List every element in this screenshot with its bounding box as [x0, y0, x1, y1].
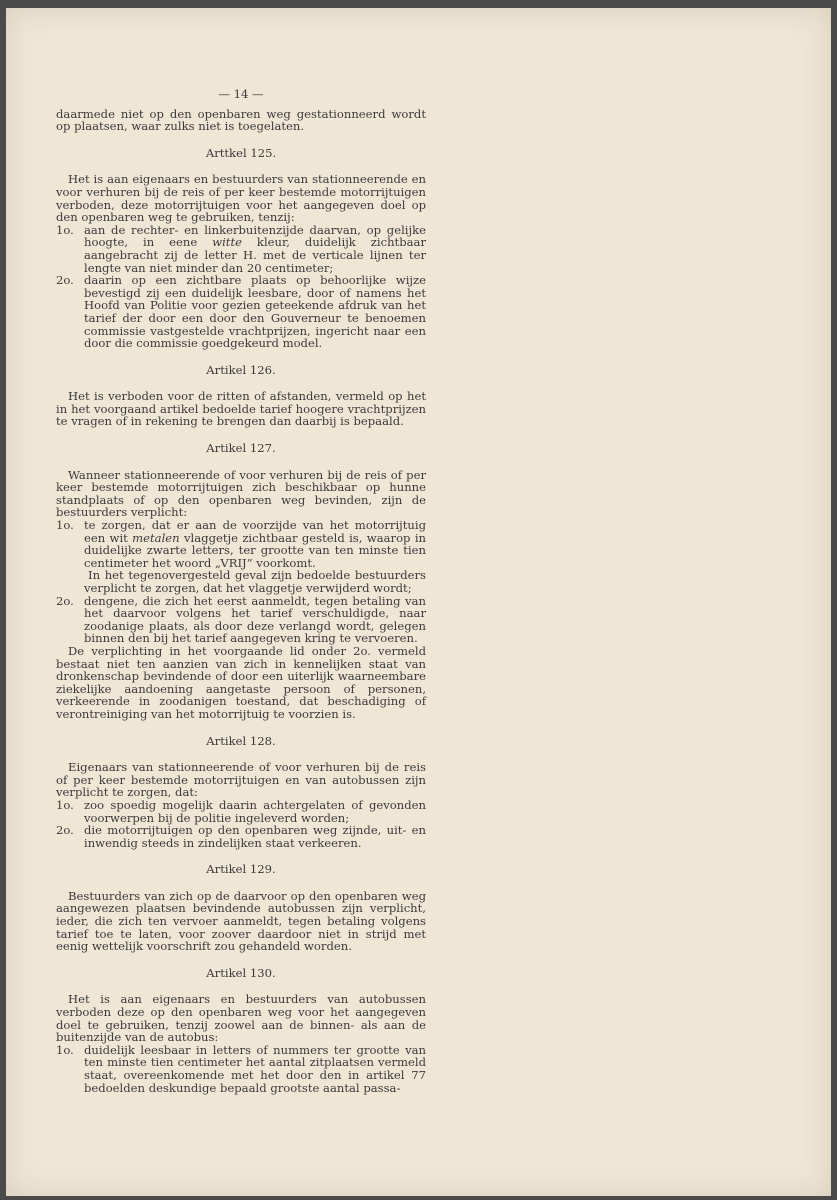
article-128-heading: Artikel 128. — [206, 733, 276, 748]
item-text: die motorrijtuigen op den openbaren weg zijnde, uit- en inwendig steeds in zindelijken staat verkeeren. — [84, 823, 426, 850]
item-text: dengene, die zich het eerst aanmeldt, tegen betaling van het daarvoor volgens het tarief verschuldigde, naar zoodanige plaats, als door deze verlangd wordt, gelegen binnen den bij het tarief aangegeven kring te vervoeren. — [84, 593, 426, 646]
article-129-heading: Artikel 129. — [206, 862, 276, 877]
article-128-paragraph: Eigenaars van stationneerende of voor verhuren bij de reis of per keer bestemde motorrijtuigen en van autobussen zijn verplicht te zorgen, dat: — [56, 760, 426, 800]
emphasis-text: witte — [212, 235, 242, 250]
article-130-paragraph: Het is aan eigenaars en bestuurders van autobussen verboden deze op den openbaren weg voor het aangegeven doel te gebruiken, tenzij zoowel aan de binnen- als aan de buitenzijde van de autobus: — [56, 992, 426, 1045]
page-text — [56, 88, 426, 1094]
document-page — [6, 8, 831, 1196]
item-label: 1o. — [56, 797, 74, 812]
item-text: daarin op een zichtbare plaats op behoorlijke wijze bevestigd zij een duidelijk leesbare, door of namens het Hoofd van Politie voor gezien geteekende afdruk van het tarief der door een door den Gouverneur te benoemen commissie vastgestelde vrachtprijzen, ingericht naar een door die commissie goedgekeurd model. — [84, 273, 426, 351]
item-label: 1o. — [56, 518, 74, 533]
article-126-paragraph: Het is verboden voor de ritten of afstanden, vermeld op het in het voorgaand artikel bedoelde tarief hoogere vrachtprijzen te vragen of in rekening te brengen dan daarbij is bepaald. — [56, 389, 426, 429]
item-label: 2o. — [56, 273, 74, 288]
article-130-heading: Artikel 130. — [206, 965, 276, 980]
item-text: te zorgen, dat er aan de voorzijde van het motorrijtuig een wit metalen vlaggetje zichtbaar gesteld is, waarop in duidelijke zwarte letters, ter grootte van ten minste tien centimeter het woord „VRIJ” voorkomt. — [84, 518, 426, 570]
article-125-paragraph: Het is aan eigenaars en bestuurders van stationneerende en voor verhuren bij de reis of per keer bestemde motorrijtuigen verboden, deze motorrijtuigen voor het aangegeven doel op den openbaren weg te gebruiken, tenzij: — [56, 172, 426, 225]
item-label: 1o. — [56, 222, 74, 237]
item-text: aan de rechter- en linkerbuitenzijde daarvan, op gelijke hoogte, in eene witte kleur, duidelijk zichtbaar aangebracht zij de letter H. met de verticale lijnen ter lengte van niet minder dan 20 centimeter; — [84, 222, 426, 275]
item-label: 2o. — [56, 593, 74, 608]
article-129-paragraph: Bestuurders van zich op de daarvoor op den openbaren weg aangewezen plaatsen bevindende autobussen zijn verplicht, ieder, die zich ten vervoer aanmeldt, tegen betaling volgens tarief toe te laten, voor zoover daardoor niet in strijd met eenig wettelijk voorschrift zou gehandeld worden. — [56, 888, 426, 954]
item-label: 1o. — [56, 1042, 74, 1057]
article-127-heading: Artikel 127. — [206, 441, 276, 456]
article-127-item-1 — [56, 519, 426, 569]
page-number: — 14 — — [218, 87, 264, 101]
article-127-paragraph: Wanneer stationneerende of voor verhuren bij de reis of per keer bestemde motorrijtuigen zich beschikbaar op hunne standplaats of op den openbaren weg bevinden, zijn de bestuurders verplicht: — [56, 467, 426, 520]
intro-paragraph: daarmede niet op den openbaren weg gestationneerd wordt op plaatsen, waar zulks niet is toegelaten. — [56, 106, 426, 134]
article-127-closing: De verplichting in het voorgaande lid onder 2o. vermeld bestaat niet ten aanzien van zich in kennelijken staat van dronkenschap bevindende of door een uiterlijk waarneembare ziekelijke aandoening aangetaste persoon of personen, verkeerende in zoodanigen toestand, dat beschadiging of verontreiniging van het motorrijtuig te voorzien is. — [56, 643, 426, 721]
emphasis-text: metalen — [132, 530, 180, 545]
article-125-item-2 — [56, 274, 426, 350]
article-126-heading: Artikel 126. — [206, 362, 276, 377]
article-125-heading: Arttkel 125. — [205, 145, 277, 160]
item-label: 2o. — [56, 823, 74, 838]
article-127-item-1-continuation: In het tegenovergesteld geval zijn bedoelde bestuurders verplicht te zorgen, dat het vlaggetje verwijderd wordt; — [84, 568, 426, 595]
item-text: duidelijk leesbaar in letters of nummers ter grootte van ten minste tien centimeter het aantal zitplaatsen vermeld staat, overeenkomende met het door den in artikel 77 bedoelden deskundige bepaald grootste aantal passa- — [84, 1042, 426, 1095]
article-128-item-2 — [56, 824, 426, 849]
article-128-item-1 — [56, 799, 426, 824]
article-127-item-2 — [56, 595, 426, 645]
item-text: zoo spoedig mogelijk daarin achtergelaten of gevonden voorwerpen bij de politie ingeleverd worden; — [84, 797, 426, 825]
article-125-item-1 — [56, 224, 426, 274]
article-130-item-1 — [56, 1044, 426, 1094]
